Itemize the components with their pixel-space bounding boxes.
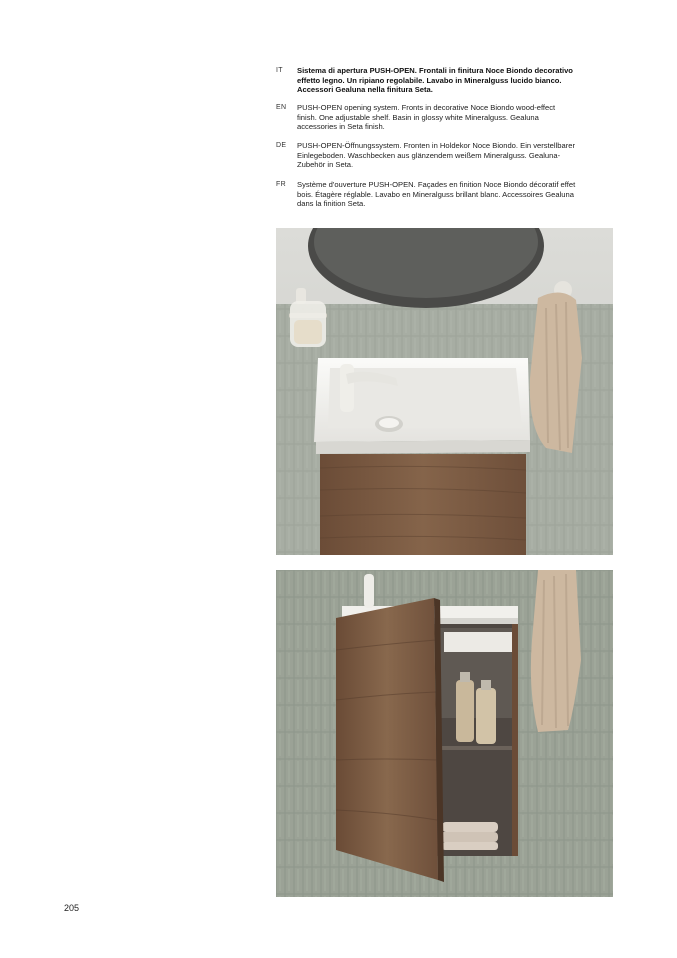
language-code-en: EN bbox=[276, 104, 287, 111]
page-number: 205 bbox=[64, 903, 80, 913]
language-code-de: DE bbox=[276, 142, 287, 149]
language-code-fr: FR bbox=[276, 181, 286, 188]
vanity-closed-photo bbox=[276, 228, 613, 555]
language-code-it: IT bbox=[276, 67, 283, 74]
description-text-it: Sistema di apertura PUSH-OPEN. Frontali in finitura Noce Biondo decorativo effetto legno. Un ripiano regolabile. Lavabo in Mineralguss lucido bianco. Accessori Gealuna nella finitura Seta. bbox=[297, 66, 573, 95]
vanity-open-photo bbox=[276, 570, 613, 897]
description-text-en: PUSH-OPEN opening system. Fronts in decorative Noce Biondo wood-effect finish. One adjustable shelf. Basin in glossy white Mineralguss. Gealuna accessories in Seta finish. bbox=[297, 103, 556, 132]
description-text-fr: Système d'ouverture PUSH-OPEN. Façades en finition Noce Biondo décoratif effet bois. Étagère réglable. Lavabo en Mineralguss brillant blanc. Accessoires Gealuna dans la finition Seta. bbox=[297, 180, 576, 209]
description-text-de: PUSH-OPEN-Öffnungssystem. Fronten in Holdekor Noce Biondo. Ein verstellbarer Einlegeboden. Waschbecken aus glänzendem weißem Mineralguss. Gealuna-Zubehör in Seta. bbox=[297, 141, 575, 170]
